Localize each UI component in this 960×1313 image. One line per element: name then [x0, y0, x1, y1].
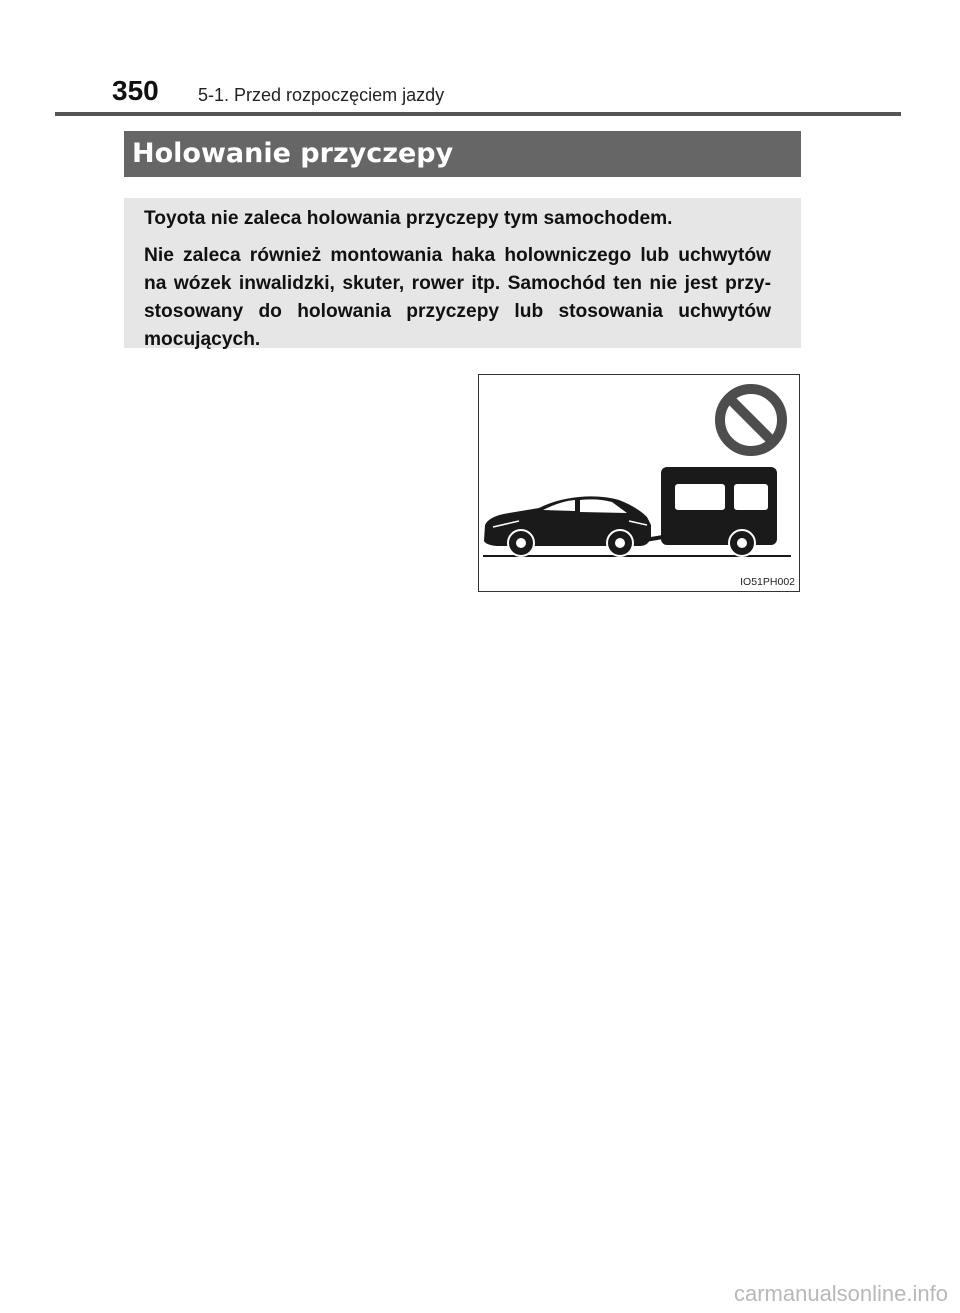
- figure-code: IO51PH002: [740, 576, 795, 588]
- section-title-bar: [124, 131, 801, 177]
- towing-illustration: [478, 374, 800, 592]
- trailer-illustration: [639, 467, 777, 556]
- page-number: 350: [112, 75, 159, 106]
- header-divider: [55, 112, 901, 116]
- notice-paragraph-1: Toyota nie zaleca holowania przyczepy tym samochodem.: [144, 208, 673, 229]
- watermark: carmanualsonline.info: [733, 1281, 948, 1306]
- section-breadcrumb: 5-1. Przed rozpoczęciem jazdy: [198, 85, 445, 105]
- section-title: Holowanie przyczepy: [132, 138, 454, 169]
- towing-illustration-svg: [479, 375, 799, 591]
- car-illustration: [484, 496, 651, 556]
- prohibition-icon: [720, 389, 782, 451]
- notice-paragraph-2: Nie zaleca również montowania haka holowniczego lub uchwytów na wózek inwalidzki, skuter, rower itp. Samochód ten nie jest przy-stosowany do holowania przyczepy lub stosowania uchwytów mocujących.: [144, 245, 771, 350]
- page-header: [0, 0, 960, 118]
- notice-box: [124, 198, 801, 348]
